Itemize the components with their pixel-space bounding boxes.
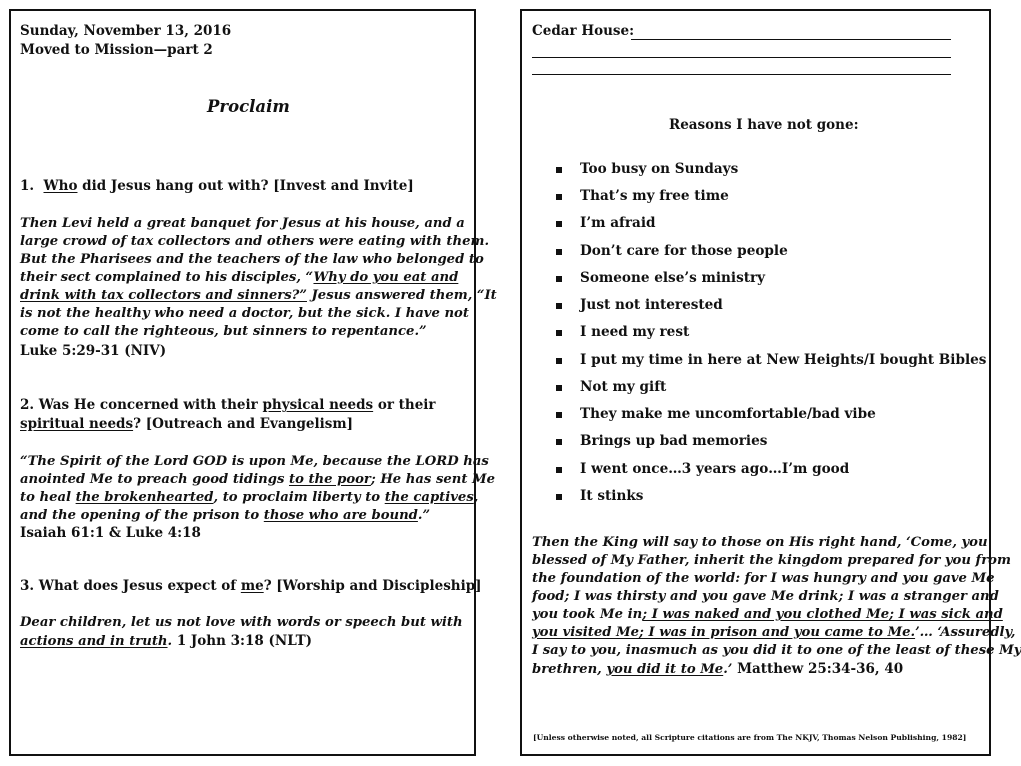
list-item: They make me uncomfortable/bad vibe: [580, 406, 876, 422]
question-2-line-1: 2. Was He concerned with their physical needs or their: [20, 397, 436, 413]
q2-citation: Isaiah 61:1 & Luke 4:18: [20, 525, 201, 541]
q2-passage-line: and the opening of the prison to those who are bound.”: [20, 508, 431, 523]
q2-passage-line: anointed Me to preach good tidings to the poor; He has sent Me: [20, 472, 496, 487]
reasons-title: Reasons I have not gone:: [669, 117, 859, 133]
left-page: [9, 9, 497, 756]
list-item: Too busy on Sundays: [580, 161, 739, 177]
q1-passage-line: their sect complained to his disciples, “Why do you eat and: [20, 270, 459, 285]
bullet-icon: [556, 412, 562, 418]
q1-passage-line: drink with tax collectors and sinners?” Jesus answered them, “It: [20, 288, 497, 303]
passage-line: I say to you, inasmuch as you did it to one of the least of these My: [532, 643, 1021, 658]
list-item: Just not interested: [580, 297, 723, 313]
list-item: Don’t care for those people: [580, 243, 788, 259]
q1-passage-line: Then Levi held a great banquet for Jesus at his house, and a: [20, 216, 465, 231]
list-item: That’s my free time: [580, 188, 729, 204]
list-item: I need my rest: [580, 324, 690, 340]
passage-line: you visited Me; I was in prison and you came to Me.’… ‘Assuredly,: [532, 625, 1016, 640]
date-line: Sunday, November 13, 2016: [20, 23, 232, 39]
bullet-icon: [556, 467, 562, 473]
list-item: It stinks: [580, 488, 644, 504]
bullet-icon: [556, 194, 562, 200]
question-1: 1. Who did Jesus hang out with? [Invest and Invite]: [20, 178, 414, 194]
fill-in-line[interactable]: [532, 57, 951, 58]
passage-line: the foundation of the world: for I was hungry and you gave Me: [532, 571, 995, 586]
list-item: I’m afraid: [580, 215, 656, 231]
footnote: [Unless otherwise noted, all Scripture citations are from The NKJV, Thomas Nelson Publishing, 1982]: [533, 733, 967, 742]
q1-passage-line: is not the healthy who need a doctor, but the sick. I have not: [20, 306, 469, 321]
q1-passage-line: large crowd of tax collectors and others were eating with them.: [20, 234, 490, 249]
list-item: Someone else’s ministry: [580, 270, 766, 286]
bullet-icon: [556, 439, 562, 445]
bullet-icon: [556, 167, 562, 173]
fill-in-line[interactable]: [631, 39, 951, 40]
q1-passage-line: come to call the righteous, but sinners to repentance.”: [20, 324, 427, 339]
q1-passage-line: But the Pharisees and the teachers of the law who belonged to: [20, 252, 484, 267]
bullet-icon: [556, 249, 562, 255]
q2-passage-line: “The Spirit of the Lord GOD is upon Me, because the LORD has: [20, 454, 489, 469]
page-title: Proclaim: [207, 97, 290, 116]
passage-line: you took Me in; I was naked and you clothed Me; I was sick and: [532, 607, 1003, 622]
q1-citation: Luke 5:29-31 (NIV): [20, 343, 167, 359]
list-item: I put my time in here at New Heights/I bought Bibles: [580, 352, 987, 368]
bullet-icon: [556, 358, 562, 364]
passage-line: blessed of My Father, inherit the kingdom prepared for you from: [532, 553, 1011, 568]
fill-in-line[interactable]: [532, 74, 951, 75]
passage-line: Then the King will say to those on His right hand, ‘Come, you: [532, 535, 988, 550]
question-3: 3. What does Jesus expect of me? [Worship and Discipleship]: [20, 578, 482, 594]
bullet-icon: [556, 330, 562, 336]
series-title: Moved to Mission—part 2: [20, 42, 213, 58]
q3-passage-line: Dear children, let us not love with words or speech but with: [20, 615, 463, 630]
question-2-line-2: spiritual needs? [Outreach and Evangelism]: [20, 416, 354, 432]
q3-passage-line: actions and in truth. 1 John 3:18 (NLT): [20, 633, 313, 649]
passage-line: food; I was thirsty and you gave Me drink; I was a stranger and: [532, 589, 999, 604]
passage-line: brethren, you did it to Me.’ Matthew 25:34-36, 40: [532, 661, 904, 677]
bullet-icon: [556, 221, 562, 227]
cedar-house-label: Cedar House:: [532, 23, 635, 39]
list-item: Brings up bad memories: [580, 433, 768, 449]
bullet-icon: [556, 276, 562, 282]
bullet-icon: [556, 385, 562, 391]
list-item: Not my gift: [580, 379, 667, 395]
bullet-icon: [556, 494, 562, 500]
list-item: I went once…3 years ago…I’m good: [580, 461, 850, 477]
bullet-icon: [556, 303, 562, 309]
right-page: [520, 9, 1021, 756]
q2-passage-line: to heal the brokenhearted, to proclaim liberty to the captives,: [20, 490, 479, 505]
